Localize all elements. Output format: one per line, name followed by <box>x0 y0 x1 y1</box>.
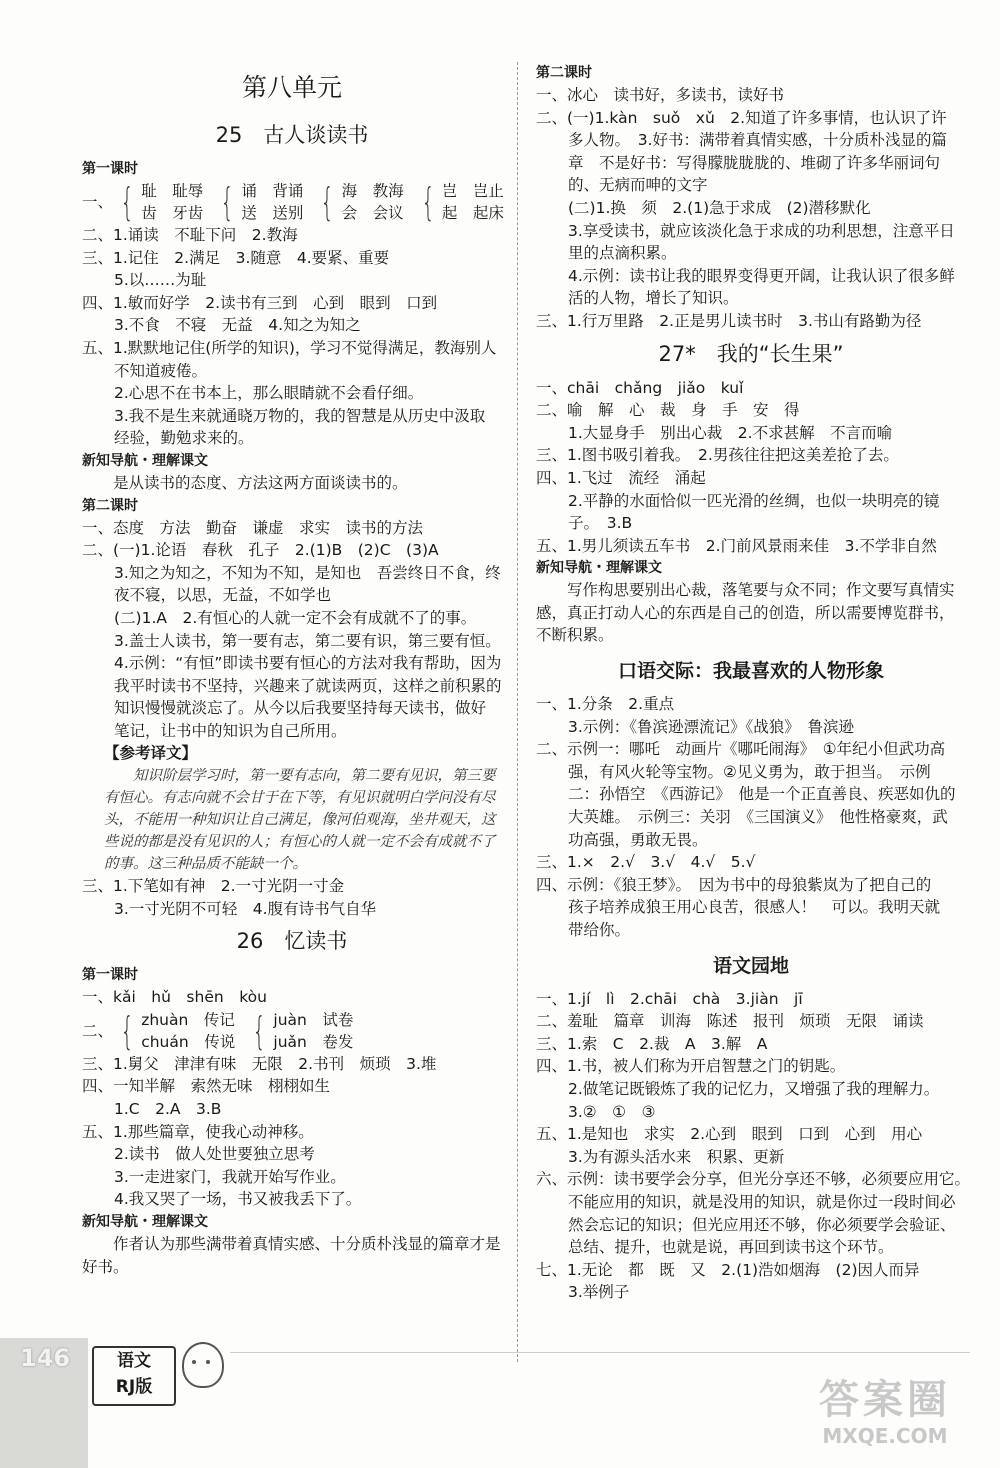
answer-block <box>82 1121 502 1144</box>
char-pair-group <box>113 1009 235 1053</box>
answer-line: 二、示例一：哪吒 动画片《哪吒闹海》 ①年纪小但武功高 <box>536 740 946 759</box>
answer-line: 一、kǎi hǔ shēn kòu <box>82 988 267 1007</box>
answer-line: (二)1.换 须 2.(1)急于求成 (2)潜移默化 <box>568 198 871 217</box>
answer-line: 笔记，让书中的知识为自己所用。 <box>114 721 347 740</box>
char-pair-group <box>414 180 504 224</box>
char-pair-stack <box>141 1009 235 1053</box>
char-pair-group <box>213 180 303 224</box>
brace-answer-row <box>82 1009 502 1053</box>
answer-line: 我平时读书不坚持，兴趣来了就读两页，这样之前积累的 <box>114 676 502 695</box>
answer-block <box>536 693 966 716</box>
column-divider <box>517 62 518 1362</box>
left-column <box>82 62 502 1278</box>
char-pair-item: juǎn 卷发 <box>273 1032 354 1051</box>
answer-block <box>82 269 502 292</box>
answer-line: 二、喻 解 心 裁 身 手 安 得 <box>536 401 800 420</box>
answer-line: 一、1.jí lì 2.chāi chà 3.jiàn jī <box>536 989 803 1008</box>
answer-block <box>536 1078 966 1123</box>
brace-icon: { <box>120 1008 134 1053</box>
subject-label: 语文 <box>117 1351 151 1371</box>
answer-line: 活的人物，增长了知识。 <box>568 289 739 308</box>
footer-rule <box>230 1352 970 1353</box>
answer-line: 经验，勤勉求来的。 <box>114 429 254 448</box>
answer-line: 2.平静的水面恰似一匹光滑的丝绸，也似一块明亮的镜 <box>568 491 940 510</box>
char-pair-item: 海 教海 <box>341 182 404 200</box>
answer-block <box>536 896 966 941</box>
answer-line: 然会忘记的知识；但光应用还不够，你必须要学会验证、 <box>568 1215 956 1234</box>
answer-line: 3.示例：《鲁滨逊漂流记》《战狼》 鲁滨逊 <box>568 717 855 736</box>
answer-line: 总结、提升，也就是说，再回到读书这个环节。 <box>568 1238 894 1257</box>
answer-line: 2.读书 做人处世要独立思考 <box>114 1145 315 1164</box>
answer-block <box>536 1191 966 1259</box>
brace-icon: { <box>220 180 234 224</box>
answer-line: 3.不食 不寝 无益 4.知之为知之 <box>114 316 361 335</box>
answer-line: 不知道疲倦。 <box>114 361 208 380</box>
char-pair-stack <box>273 1009 353 1053</box>
watermark-logo <box>800 1376 970 1456</box>
answer-line: 3.享受读书，就应该淡化急于求成的功利思想，注意平日 <box>568 221 955 240</box>
answer-line: (二)1.A 2.有恒心的人就一定不会有成就不了的事。 <box>114 608 477 627</box>
answer-line: 功高强，勇敢无畏。 <box>568 830 708 849</box>
answer-block <box>536 716 966 739</box>
section-label: 第一课时 <box>82 967 138 984</box>
answer-line: 3.一寸光阴不可轻 4.腹有诗书气自华 <box>114 899 377 918</box>
section-label: 第一课时 <box>82 161 138 177</box>
answer-line: 的、无病而呻的文字 <box>568 176 708 195</box>
answer-line: 多人物。 3.好书：满带着真情实感，十分质朴浅显的篇 <box>568 131 948 150</box>
brace-icon: { <box>120 180 134 224</box>
answer-line: 四、1.书，被人们称为开启智慧之门的钥匙。 <box>536 1057 846 1076</box>
answer-block <box>536 1259 966 1282</box>
answer-line: 3.我不是生来就通晓万物的，我的智慧是从历史中汲取 <box>114 406 486 425</box>
paragraph: 作者认为那些满带着真情实感、十分质朴浅显的篇章才是好书。 <box>82 1235 501 1276</box>
section-label: 新知导航・理解课文 <box>82 452 208 469</box>
section-label: 第二课时 <box>82 497 138 514</box>
paragraph: 写作构思要别出心裁，落笔要与众不同；作文要写真情实感，真正打动人心的东西是自己的创造，所以需要博览群书，不断积累。 <box>536 581 955 645</box>
lesson-26-title: 26 忆读书 <box>236 929 348 954</box>
answer-block <box>536 1146 966 1169</box>
answer-line: 二、(一)1.论语 春秋 孔子 2.(1)B (2)C (3)A <box>82 541 439 560</box>
oral-communication-title: 口语交际：我最喜欢的人物形象 <box>617 660 884 683</box>
question-number: 二、 <box>82 1021 114 1040</box>
answer-line: 4.示例：读书让我的眼界变得更开阔，让我认识了很多鲜 <box>568 266 955 285</box>
answer-line: 子。 3.B <box>568 514 633 533</box>
answer-line: 夜不寝，以思，无益，不如学也 <box>114 586 332 605</box>
answer-line: 五、1.男儿须读五车书 2.门前风景雨来佳 3.不学非自然 <box>536 536 937 555</box>
char-pair-item: 耻 耻辱 <box>141 182 204 200</box>
right-column <box>536 62 971 1304</box>
lesson-27-title: 27* 我的“长生果” <box>658 341 844 366</box>
lesson-25-title: 25 古人谈读书 <box>215 123 369 147</box>
char-pair-item: chuán 传说 <box>141 1032 236 1051</box>
answer-block <box>536 535 966 558</box>
cartoon-kid-icon <box>182 1342 224 1388</box>
answer-block <box>536 444 966 489</box>
answer-line: 二：孙悟空 《西游记》 他是一个正直善良、疾恶如仇的 <box>568 785 956 804</box>
answer-line: 里的点滴积累。 <box>568 244 677 263</box>
answer-line: 大英雄。 示例三：关羽 《三国演义》 他性格豪爽，武 <box>568 808 948 827</box>
answer-line: 五、1.默默地记住(所学的知识)，学习不觉得满足，教海别人 <box>82 338 497 357</box>
answer-block <box>82 875 502 898</box>
answer-block <box>536 129 966 310</box>
brace-icon: { <box>421 180 435 224</box>
answer-block <box>536 761 966 851</box>
answer-block <box>536 310 966 333</box>
char-pair-item: 会 会议 <box>341 204 404 222</box>
chinese-garden-title: 语文园地 <box>712 954 789 977</box>
book-label <box>92 1346 176 1406</box>
char-pair-group <box>313 180 403 224</box>
answer-block <box>536 988 966 1078</box>
char-pair-item: 送 送别 <box>241 204 304 222</box>
answer-block <box>536 1168 971 1191</box>
answer-block <box>82 1098 502 1121</box>
edition-label: RJ版 <box>115 1377 153 1397</box>
answer-block <box>536 422 966 445</box>
answer-line: 一、chāi chǎng jiǎo kuǐ <box>536 378 744 397</box>
answer-block <box>82 517 502 562</box>
reference-translation: 知识阶层学习时，第一要有志向，第二要有见识，第三要有恒心。有志向就不会甘于在下等，有见识就明白学问没有尽头，不能用一种知识让自己满足，像河伯观海，坐井观天，这些说的都是没有见识的人；有恒心的人就一定不会有成就不了的事。这三种品质不能缺一个。 <box>104 768 496 873</box>
answer-block <box>536 1281 966 1304</box>
answer-line: 带给你。 <box>568 921 631 939</box>
answer-line: 3.盖士人读书，第一要有志，第二要有识，第三要有恒。 <box>114 631 501 650</box>
char-pair-stack <box>342 180 404 224</box>
page-number: 146 <box>20 1344 71 1372</box>
answer-line: 六、示例：读书要学会分享，但光分享还不够，必须要应用它。 <box>536 1170 971 1189</box>
reference-translation-title: 【参考译文】 <box>104 744 198 763</box>
answer-line: 七、1.无论 都 既 又 2.(1)浩如烟海 (2)因人而异 <box>536 1260 920 1279</box>
answer-line: 二、(一)1.kàn suǒ xǔ 2.知道了许多事情，也认识了许 <box>536 108 947 127</box>
answer-block <box>82 1143 502 1211</box>
answer-line: 四、示例：《狼王梦》。 因为书中的母狼紫岚为了把自己的 <box>536 875 932 894</box>
answer-block <box>82 314 502 337</box>
answer-line: 不能应用的知识，就是没用的知识，就是你过一段时间必 <box>568 1192 956 1211</box>
char-pair-group <box>245 1009 353 1053</box>
brace-icon: { <box>320 180 335 224</box>
answer-block <box>82 224 502 269</box>
answer-line: 孩子培养成狼王用心良苦，很感人！ 可以。我明天就 <box>568 898 941 917</box>
char-pair-item: 岂 岂止 <box>441 182 504 200</box>
section-label: 新知导航・理解课文 <box>82 1214 208 1230</box>
answer-line: 三、1.图书吸引着我。 2.男孩往往把这美差抢了去。 <box>536 446 899 465</box>
answer-line: 二、1.诵读 不耻下问 2.教海 <box>82 226 298 244</box>
answer-line: 章 不是好书：写得朦胧胧胧的、堆砌了许多华丽词句 <box>568 153 941 172</box>
answer-block <box>536 84 966 129</box>
char-pair-stack <box>241 180 303 224</box>
answer-line: 2.心思不在书本上，那么眼睛就不会看仔细。 <box>114 384 424 403</box>
answer-line: 强，有风火轮等宝物。②见义勇为，敢于担当。 示例 <box>568 762 931 781</box>
char-pair-stack <box>141 180 203 224</box>
answer-block <box>82 292 502 315</box>
answer-line: 3.② ① ③ <box>568 1102 656 1121</box>
char-pair-stack <box>442 180 504 224</box>
answer-line: 三、1.行万里路 2.正是男儿读书时 3.书山有路勤为径 <box>536 311 922 330</box>
paragraph: 是从读书的态度、方法这两方面谈读书的。 <box>113 473 408 492</box>
answer-block <box>82 562 502 743</box>
char-pair-group <box>113 180 203 224</box>
answer-line: 一、态度 方法 勤奋 谦虚 求实 读书的方法 <box>82 518 424 537</box>
answer-block <box>536 1123 966 1146</box>
answer-line: 3.举例子 <box>568 1283 630 1302</box>
answer-block <box>82 898 502 921</box>
answer-line: 四、1.敏而好学 2.读书有三到 心到 眼到 口到 <box>82 293 438 312</box>
unit-title: 第八单元 <box>241 73 342 102</box>
answer-line: 四、一知半解 索然无味 栩栩如生 <box>82 1077 331 1096</box>
answer-line: 5.以……为耻 <box>114 271 207 290</box>
answer-line: 一、1.分条 2.重点 <box>536 695 675 714</box>
char-pair-item: 齿 牙齿 <box>141 204 204 222</box>
answer-line: 三、1.下笔如有神 2.一寸光阴一寸金 <box>82 877 345 896</box>
char-pair-item: 诵 背诵 <box>241 182 304 200</box>
answer-line: 五、1.那些篇章，使我心动神移。 <box>82 1122 314 1141</box>
section-label: 新知导航・理解课文 <box>536 560 662 577</box>
answer-block <box>536 851 966 896</box>
brace-icon: { <box>252 1008 266 1053</box>
char-pair-item: zhuàn 传记 <box>141 1010 235 1029</box>
answer-line: 三、1.舅父 津津有味 无限 2.书刊 烦琐 3.堆 <box>82 1054 437 1073</box>
answer-block <box>536 377 966 422</box>
answer-line: 一、冰心 读书好，多读书，读好书 <box>536 86 785 104</box>
answer-block <box>82 360 502 450</box>
answer-line: 三、1.× 2.√ 3.√ 4.√ 5.√ <box>536 853 756 872</box>
answer-line: 2.做笔记既锻炼了我的记忆力，又增强了我的理解力。 <box>568 1079 940 1098</box>
question-number: 一、 <box>82 192 114 211</box>
answer-line: 三、1.索 C 2.裁 A 3.解 A <box>536 1034 768 1053</box>
watermark-url: MXQE.COM <box>822 1424 948 1448</box>
watermark-text: 答案圈 <box>819 1377 951 1423</box>
answer-line: 二、羞耻 篇章 训海 陈述 报刊 烦琐 无限 诵读 <box>536 1012 924 1031</box>
answer-block <box>82 1053 502 1098</box>
brace-answer-row <box>82 180 502 224</box>
answer-line: 五、1.是知也 求实 2.心到 眼到 口到 心到 用心 <box>536 1125 923 1144</box>
answer-line: 1.大显身手 别出心裁 2.不求甚解 不言而喻 <box>568 423 893 442</box>
answer-line: 3.一走进家门，我就开始写作业。 <box>114 1167 346 1186</box>
answer-line: 4.示例：“有恒”即读书要有恒心的方法对我有帮助，因为 <box>114 654 502 673</box>
answer-line: 3.为有源头活水来 积累、更新 <box>568 1147 785 1166</box>
answer-line: 1.C 2.A 3.B <box>114 1100 222 1119</box>
char-pair-item: 起 起床 <box>441 204 504 222</box>
answer-line: 3.知之为知之，不知为不知，是知也 吾尝终日不食，终 <box>114 563 501 582</box>
char-pair-item: juàn 试卷 <box>273 1010 354 1029</box>
answer-block <box>536 490 966 535</box>
section-label: 第二课时 <box>536 65 592 81</box>
answer-line: 知识慢慢就淡忘了。从今以后我要坚持每天读书，做好 <box>114 699 487 718</box>
answer-line: 三、1.记住 2.满足 3.随意 4.要紧、重要 <box>82 248 390 267</box>
answer-line: 4.我又哭了一场，书又被我丢下了。 <box>114 1190 362 1209</box>
answer-block <box>536 738 966 761</box>
answer-block <box>82 337 502 360</box>
answer-line: 四、1.飞过 流经 涌起 <box>536 468 706 487</box>
